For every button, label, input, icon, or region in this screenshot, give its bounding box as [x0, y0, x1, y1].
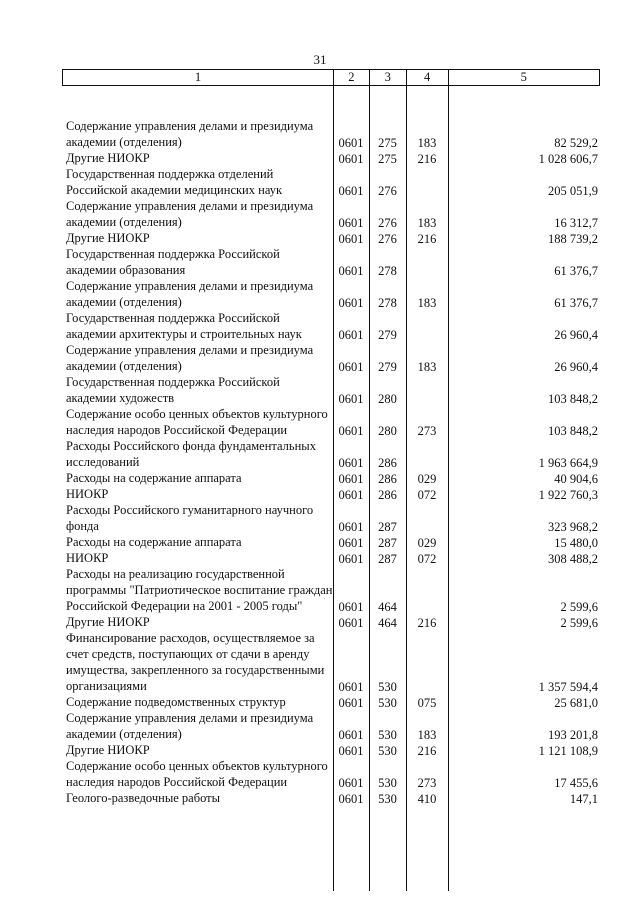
page-number: 31: [313, 52, 327, 67]
row-target-code: 530: [378, 695, 397, 710]
row-amount: 61 376,7: [554, 295, 598, 310]
row-expense-code: 183: [417, 215, 437, 230]
row-amount: 2 599,6: [560, 615, 598, 630]
row-amount: 26 960,4: [554, 359, 598, 374]
row-name: Другие НИОКР: [66, 231, 150, 245]
table-row: [62, 342, 600, 374]
header-col-5: 5: [448, 70, 599, 85]
row-amount: 82 529,2: [554, 135, 598, 150]
row-expense-code: 183: [417, 135, 437, 150]
row-target-code: 279: [378, 359, 397, 374]
table-row: [62, 694, 600, 710]
table-row: [62, 566, 600, 614]
row-section-code: 0601: [338, 295, 364, 310]
table-row: [62, 246, 600, 278]
table-body: [62, 86, 600, 891]
table-row: [62, 406, 600, 438]
row-section-code: 0601: [338, 727, 364, 742]
row-expense-code: 183: [417, 727, 437, 742]
row-amount: 1 963 664,9: [538, 455, 598, 470]
row-name: Другие НИОКР: [66, 743, 150, 757]
row-section-code: 0601: [338, 391, 364, 406]
row-section-code: 0601: [338, 455, 364, 470]
header-col-4: 4: [406, 70, 448, 85]
row-name: НИОКР: [66, 551, 109, 565]
table-row: [62, 614, 600, 630]
row-amount: 17 455,6: [554, 775, 598, 790]
table-row: [62, 630, 600, 694]
row-section-code: 0601: [338, 327, 364, 342]
row-amount: 26 960,4: [554, 327, 598, 342]
row-target-code: 276: [378, 231, 397, 246]
table-header: [62, 69, 600, 86]
row-section-code: 0601: [338, 183, 364, 198]
row-target-code: 464: [378, 615, 397, 630]
table-row: [62, 166, 600, 198]
row-target-code: 276: [378, 183, 397, 198]
row-expense-code: 216: [417, 743, 437, 758]
row-amount: 147,1: [569, 791, 598, 806]
row-amount: 1 357 594,4: [538, 679, 598, 694]
row-expense-code: 410: [417, 791, 437, 806]
row-name: Расходы Российского фонда фундаментальных исследований: [66, 439, 316, 469]
row-expense-code: 075: [417, 695, 437, 710]
row-section-code: 0601: [338, 615, 364, 630]
row-name: Расходы на реализацию государственной программы "Патриотическое воспитание граждан Российской Федерации на 2001 - 2005 годы": [66, 567, 333, 613]
row-amount: 16 312,7: [554, 215, 598, 230]
row-name: Другие НИОКР: [66, 151, 150, 165]
row-amount: 205 051,9: [548, 183, 598, 198]
row-target-code: 286: [378, 455, 397, 470]
budget-table: [62, 69, 600, 891]
row-section-code: 0601: [338, 231, 364, 246]
row-amount: 61 376,7: [554, 263, 598, 278]
row-name: Государственная поддержка Российской академии художеств: [66, 375, 280, 405]
header-col-3: 3: [369, 70, 406, 85]
row-expense-code: 029: [417, 471, 437, 486]
table-row: [62, 710, 600, 742]
row-section-code: 0601: [338, 263, 364, 278]
row-target-code: 275: [378, 135, 397, 150]
row-amount: 1 121 108,9: [538, 743, 598, 758]
row-name: Геолого-разведочные работы: [66, 791, 221, 805]
row-expense-code: 029: [417, 535, 437, 550]
row-amount: 323 968,2: [548, 519, 598, 534]
table-row: [62, 150, 600, 166]
row-amount: 2 599,6: [560, 599, 598, 614]
row-section-code: 0601: [338, 791, 364, 806]
row-target-code: 280: [378, 423, 397, 438]
row-target-code: 286: [378, 471, 397, 486]
row-section-code: 0601: [338, 535, 364, 550]
row-expense-code: 273: [417, 775, 437, 790]
row-target-code: 278: [378, 263, 397, 278]
table-row: [62, 486, 600, 502]
row-amount: 188 739,2: [548, 231, 598, 246]
row-amount: 193 201,8: [548, 727, 598, 742]
row-name: Содержание особо ценных объектов культурного наследия народов Российской Федерации: [66, 407, 328, 437]
row-name: Расходы Российского гуманитарного научного фонда: [66, 503, 314, 533]
table-row: [62, 118, 600, 150]
row-name: Содержание управления делами и президиума академии (отделения): [66, 279, 314, 309]
row-section-code: 0601: [338, 551, 364, 566]
row-name: Финансирование расходов, осуществляемое за счет средств, поступающих от сдачи в аренду имущества, закрепленного за государственными организациями: [66, 631, 325, 693]
row-target-code: 278: [378, 295, 397, 310]
row-target-code: 287: [378, 535, 397, 550]
table-row: [62, 470, 600, 486]
row-target-code: 464: [378, 599, 397, 614]
row-expense-code: 273: [417, 423, 437, 438]
row-name: НИОКР: [66, 487, 109, 501]
row-name: Содержание управления делами и президиума академии (отделения): [66, 119, 314, 149]
row-target-code: 530: [378, 727, 397, 742]
row-expense-code: 072: [417, 551, 437, 566]
header-col-1: 1: [194, 70, 202, 84]
header-col-2: 2: [333, 70, 369, 85]
row-expense-code: 216: [417, 231, 437, 246]
row-target-code: 275: [378, 151, 397, 166]
row-name: Содержание особо ценных объектов культурного наследия народов Российской Федерации: [66, 759, 328, 789]
row-name: Содержание управления делами и президиума академии (отделения): [66, 343, 314, 373]
row-name: Содержание подведомственных структур: [66, 695, 286, 709]
row-expense-code: 183: [417, 295, 437, 310]
row-amount: 103 848,2: [548, 391, 598, 406]
row-target-code: 287: [378, 551, 397, 566]
row-section-code: 0601: [338, 679, 364, 694]
table-row: [62, 438, 600, 470]
row-name: Государственная поддержка Российской академии архитектуры и строительных наук: [66, 311, 302, 341]
table-row: [62, 230, 600, 246]
row-amount: 40 904,6: [554, 471, 598, 486]
row-name: Расходы на содержание аппарата: [66, 471, 242, 485]
row-target-code: 279: [378, 327, 397, 342]
row-amount: 308 488,2: [548, 551, 598, 566]
row-section-code: 0601: [338, 599, 364, 614]
row-section-code: 0601: [338, 359, 364, 374]
row-amount: 1 922 760,3: [538, 487, 598, 502]
table-row: [62, 374, 600, 406]
table-row: [62, 758, 600, 790]
row-section-code: 0601: [338, 487, 364, 502]
row-section-code: 0601: [338, 471, 364, 486]
row-target-code: 530: [378, 791, 397, 806]
row-target-code: 276: [378, 215, 397, 230]
row-target-code: 530: [378, 775, 397, 790]
row-target-code: 286: [378, 487, 397, 502]
row-target-code: 280: [378, 391, 397, 406]
row-amount: 15 480,0: [554, 535, 598, 550]
table-row: [62, 790, 600, 806]
table-row: [62, 534, 600, 550]
row-name: Государственная поддержка отделений Российской академии медицинских наук: [66, 167, 283, 197]
row-name: Расходы на содержание аппарата: [66, 535, 242, 549]
row-section-code: 0601: [338, 519, 364, 534]
table-rows: [62, 118, 600, 806]
table-row: [62, 742, 600, 758]
row-section-code: 0601: [338, 775, 364, 790]
row-amount: 103 848,2: [548, 423, 598, 438]
row-expense-code: 183: [417, 359, 437, 374]
table-row: [62, 198, 600, 230]
row-target-code: 530: [378, 743, 397, 758]
table-row: [62, 278, 600, 310]
row-expense-code: 216: [417, 151, 437, 166]
row-section-code: 0601: [338, 695, 364, 710]
row-section-code: 0601: [338, 135, 364, 150]
row-section-code: 0601: [338, 151, 364, 166]
row-section-code: 0601: [338, 743, 364, 758]
row-amount: 25 681,0: [554, 695, 598, 710]
row-name: Государственная поддержка Российской академии образования: [66, 247, 280, 277]
row-target-code: 287: [378, 519, 397, 534]
table-row: [62, 550, 600, 566]
row-target-code: 530: [378, 679, 397, 694]
row-expense-code: 072: [417, 487, 437, 502]
row-name: Другие НИОКР: [66, 615, 150, 629]
row-name: Содержание управления делами и президиума академии (отделения): [66, 199, 314, 229]
row-name: Содержание управления делами и президиума академии (отделения): [66, 711, 314, 741]
row-section-code: 0601: [338, 215, 364, 230]
table-row: [62, 502, 600, 534]
row-expense-code: 216: [417, 615, 437, 630]
row-section-code: 0601: [338, 423, 364, 438]
table-row: [62, 310, 600, 342]
row-amount: 1 028 606,7: [538, 151, 598, 166]
